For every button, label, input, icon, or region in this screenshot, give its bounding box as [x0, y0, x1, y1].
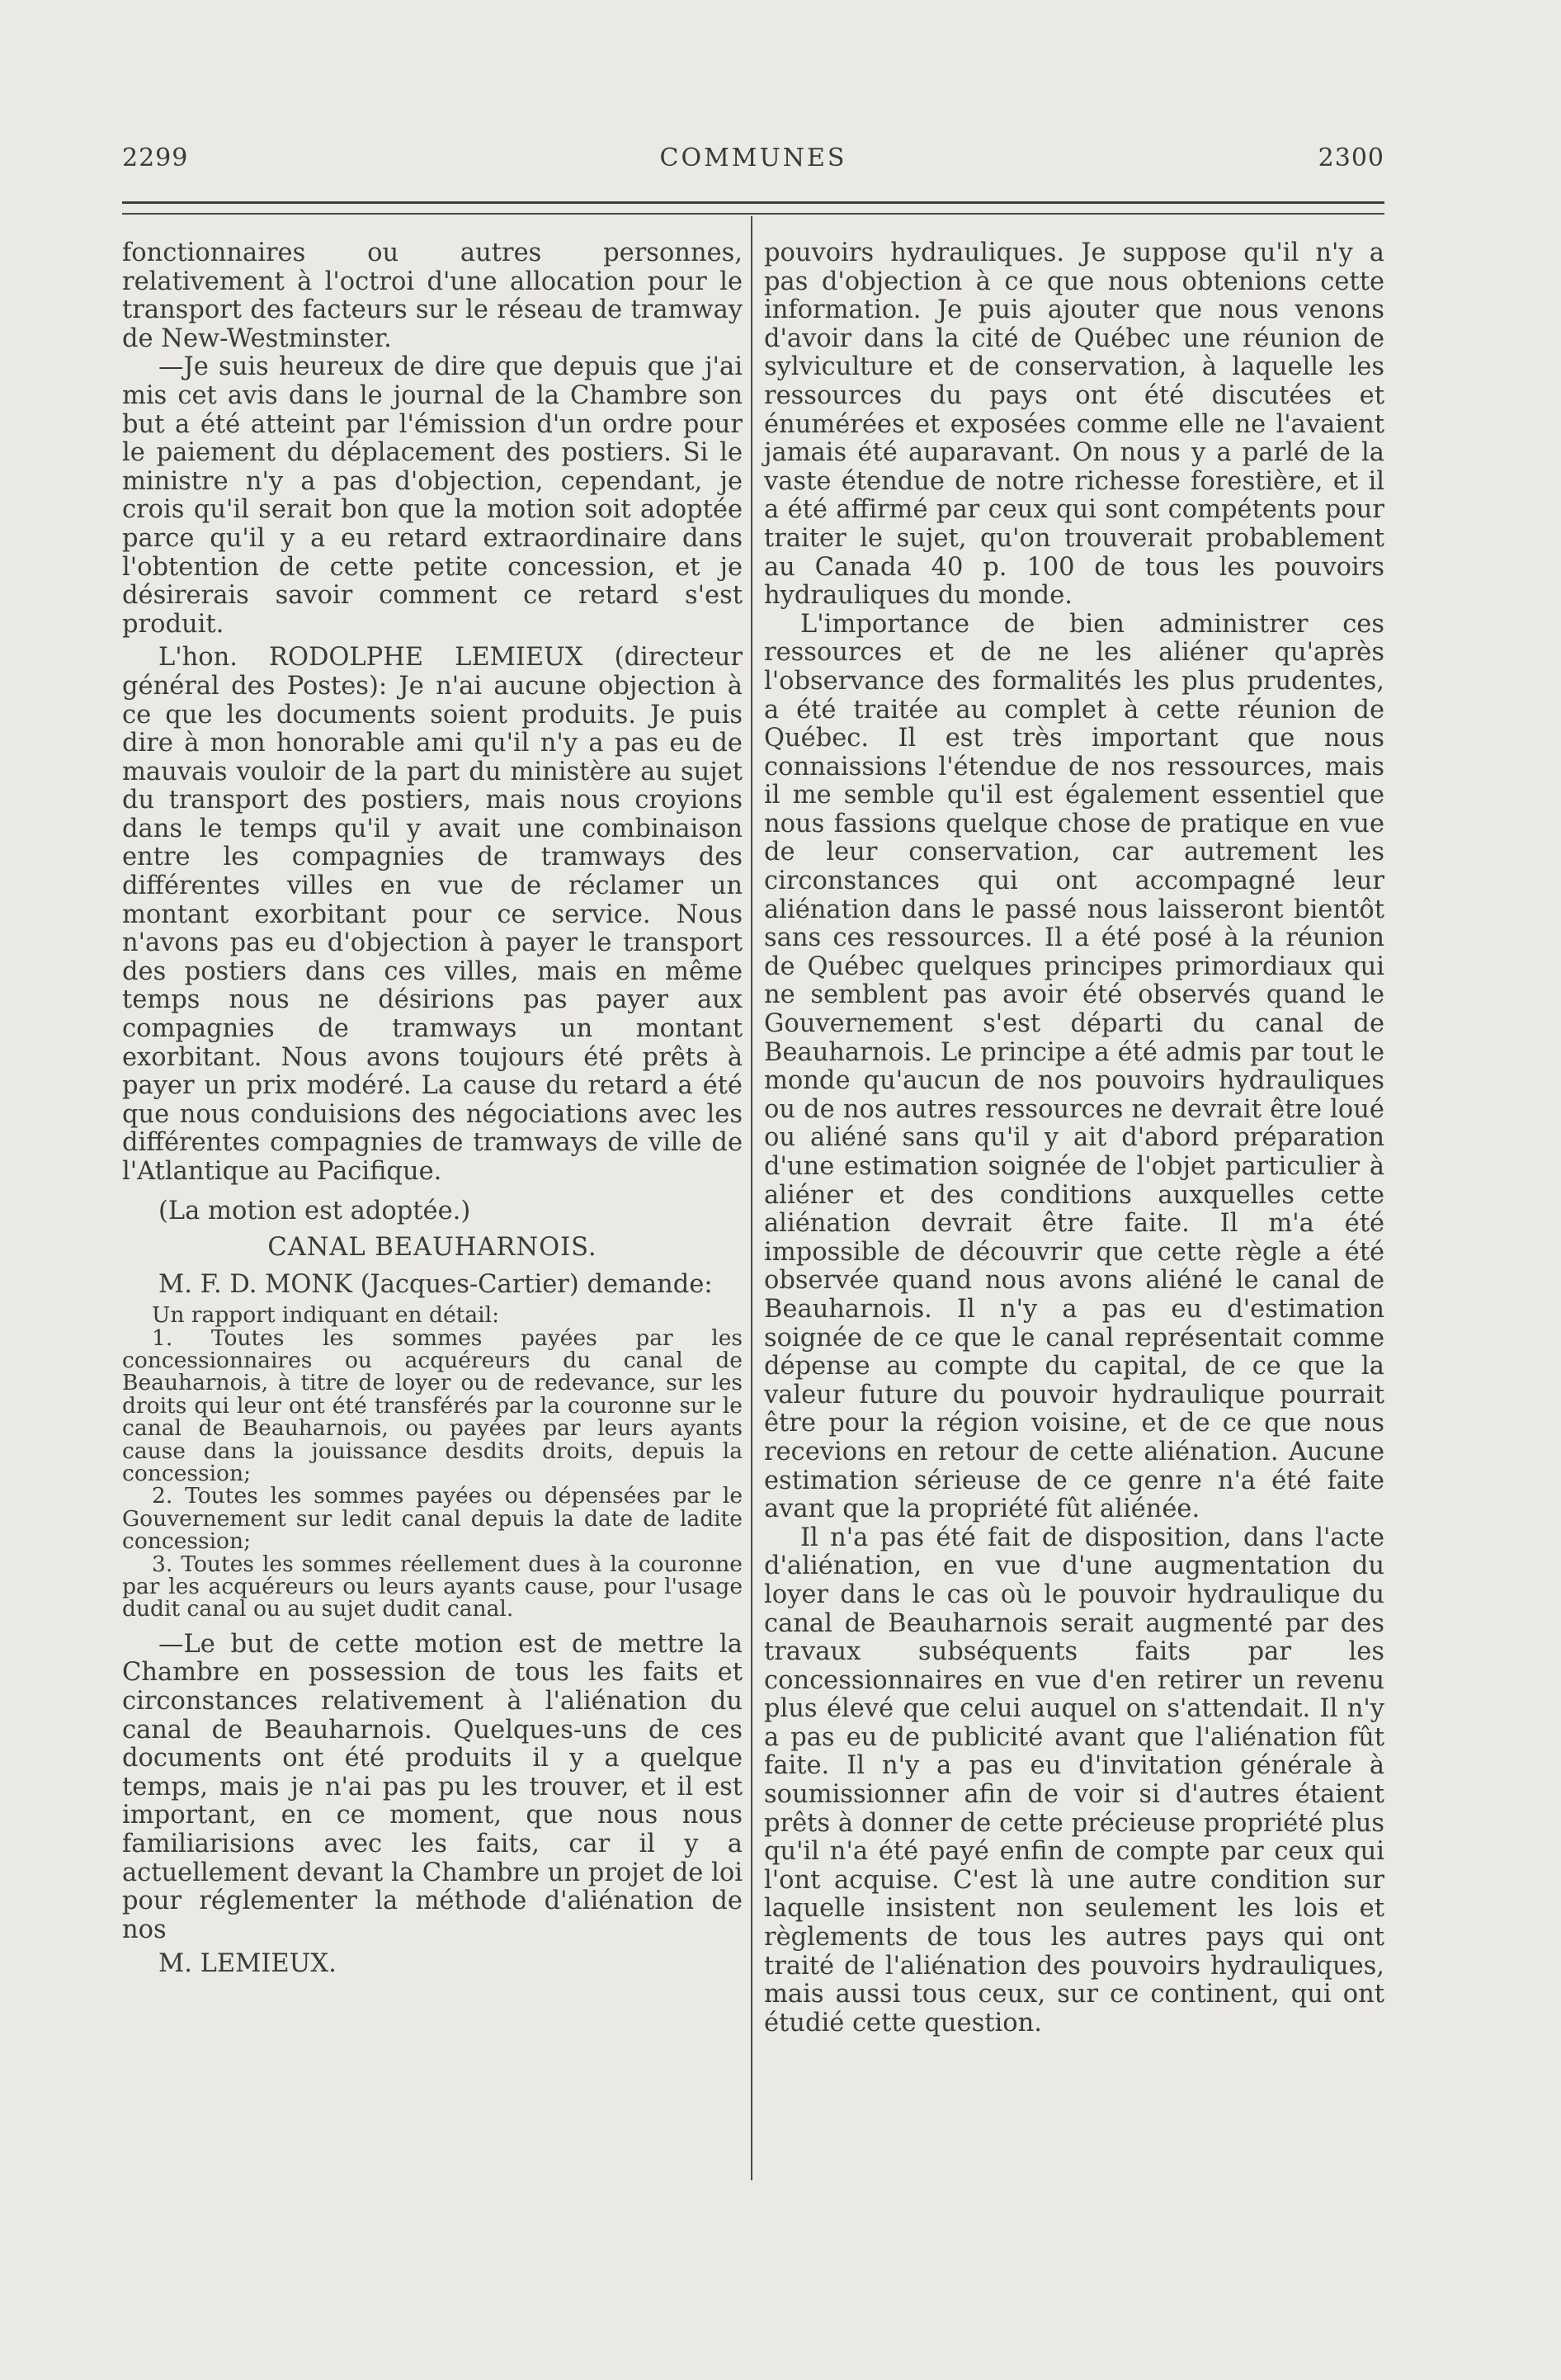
list-intro: Un rapport indiquant en détail: [152, 1302, 500, 1329]
left-column [122, 239, 743, 1979]
right-column [764, 239, 1384, 2038]
paragraph: Il n'a pas été fait de disposition, dans l'acte d'aliénation, en vue d'une augmentation du loyer dans le cas où le pouvoir hydraulique du canal de Beauharnois serait augmenté par des travaux subséquents faits par les concessionnaires en vue d'en retirer un revenu plus élevé que celui auquel on s'attendait. Il n'y a pas eu de publicité avant que l'aliénation fût faite. Il n'y a pas eu d'invitation générale à soumissionner afin de voir si d'autres étaient prêts à donner de cette précieuse propriété plus qu'il n'a été payé enfin de compte par ceux qui l'ont acquise. C'est là une autre condition sur laquelle insistent non seulement les lois et règlements de tous les autres pays qui ont traité de l'aliénation des pouvoirs hydrauliques, mais aussi tous ceux, sur ce continent, qui ont étudié cette question. [764, 1523, 1384, 2038]
column-divider [751, 216, 752, 2180]
motion-adopted-note: (La motion est adoptée.) [158, 1196, 471, 1225]
paragraph: fonctionnaires ou autres personnes, relativement à l'octroi d'une allocation pour le transport des facteurs sur le réseau de tramway de New-Westminster. [122, 238, 743, 353]
list-item: 3. Toutes les sommes réellement dues à la couronne par les acquéreurs ou leurs ayants cause, pour l'usage dudit canal ou au sujet dudit canal. [122, 1551, 743, 1622]
paragraph: pouvoirs hydrauliques. Je suppose qu'il n'y a pas d'objection à ce que nous obtenions cette information. Je puis ajouter que nous venons d'avoir dans la cité de Québec une réunion de sylviculture et de conservation, à laquelle les ressources du pays ont été discutées et énumérées et exposées comme elle ne l'avaient jamais été auparavant. On nous y a parlé de la vaste étendue de notre richesse forestière, et il a été affirmé par ceux qui sont compétents pour traiter le sujet, qu'on trouverait probablement au Canada 40 p. 100 de tous les pouvoirs hydrauliques du monde. [764, 238, 1384, 611]
paragraph: L'importance de bien administrer ces ressources et de ne les aliéner qu'après l'observance des formalités les plus prudentes, a été traitée au complet à cette réunion de Québec. Il est très important que nous connaissions l'étendue de nos ressources, mais il me semble qu'il est également essentiel que nous fassions quelque chose de pratique en vue de leur conservation, car autrement les circonstances qui ont accompagné leur aliénation dans le passé nous laisseront bientôt sans ces ressources. Il a été posé à la réunion de Québec quelques principes primordiaux qui ne semblent pas avoir été observés quand le Gouvernement s'est départi du canal de Beauharnois. Le principe a été admis par tout le monde qu'aucun de nos pouvoirs hydrauliques ou de nos autres ressources ne devrait être loué ou aliéné sans qu'il y ait d'abord préparation d'une estimation soignée de l'objet particulier à aliéner et des conditions auxquelles cette aliénation devrait être faite. Il m'a été impossible de découvrir que cette règle a été observée quand nous avons aliéné le canal de Beauharnois. Il n'y a pas eu d'estimation soignée de ce que le canal représentait comme dépense au compte du capital, de ce que la valeur future du pouvoir hydraulique pourrait être pour la région voisine, et de ce que nous recevions en retour de cette aliénation. Aucune estimation sérieuse de ce genre n'a été faite avant que la propriété fût aliénée. [764, 609, 1384, 1524]
page-footer-speaker: M. LEMIEUX. [158, 1949, 337, 1979]
paragraph-monk-request: M. F. D. MONK (Jacques-Cartier) demande: [158, 1269, 713, 1299]
header-rule-bottom [122, 213, 1384, 215]
page-number-right: 2300 [1318, 144, 1384, 172]
header-rule-top [122, 201, 1384, 204]
paragraph-lemieux-reply: L'hon. RODOLPHE LEMIEUX (directeur général des Postes): Je n'ai aucune objection à ce que les documents soient produits. Je puis dire à mon honorable ami qu'il n'y a pas eu de mauvais vouloir de la part du ministère au sujet du transport des postiers, mais nous croyions dans le temps qu'il y avait une combinaison entre les compagnies de tramways des différentes villes en vue de réclamer un montant exorbitant pour ce service. Nous n'avons pas eu d'objection à payer le transport des postiers dans ces villes, mais en même temps nous ne désirions pas payer aux compagnies de tramways un montant exorbitant. Nous avons toujours été prêts à payer un prix modéré. La cause du retard a été que nous conduisions des négociations avec les différentes compagnies de tramways de ville de l'Atlantique au Pacifique. [122, 643, 743, 1186]
paragraph: —Le but de cette motion est de mettre la Chambre en possession de tous les faits et circonstances relativement à l'aliénation du canal de Beauharnois. Quelques-uns de ces documents ont été produits il y a quelque temps, mais je n'ai pas pu les trouver, et il est important, en ce moment, que nous nous familiarisions avec les faits, car il y a actuellement devant la Chambre un projet de loi pour réglementer la méthode d'aliénation de nos [122, 1629, 743, 1944]
list-item: 1. Toutes les sommes payées par les concessionnaires ou acquéreurs du canal de Beauharnois, à titre de loyer ou de redevance, sur les droits qui leur ont été transférés par la couronne sur le canal de Beauharnois, ou payées par leurs ayants cause dans la jouissance desdits droits, depuis la concession; [122, 1325, 743, 1487]
page-header [122, 139, 1384, 178]
list-item: 2. Toutes les sommes payées ou dépensées par le Gouvernement sur ledit canal depuis la date de ladite concession; [122, 1483, 743, 1555]
page-number-left: 2299 [122, 144, 189, 172]
section-heading: CANAL BEAUHARNOIS. [267, 1232, 597, 1262]
running-title: COMMUNES [659, 144, 847, 172]
paragraph: —Je suis heureux de dire que depuis que j'ai mis cet avis dans le journal de la Chambre son but a été atteint par l'émission d'un ordre pour le paiement du déplacement des postiers. Si le ministre n'y a pas d'objection, cependant, je crois qu'il serait bon que la motion soit adoptée parce qu'il y a eu retard extraordinaire dans l'obtention de cette petite concession, et je désirerais savoir comment ce retard s'est produit. [122, 352, 743, 639]
